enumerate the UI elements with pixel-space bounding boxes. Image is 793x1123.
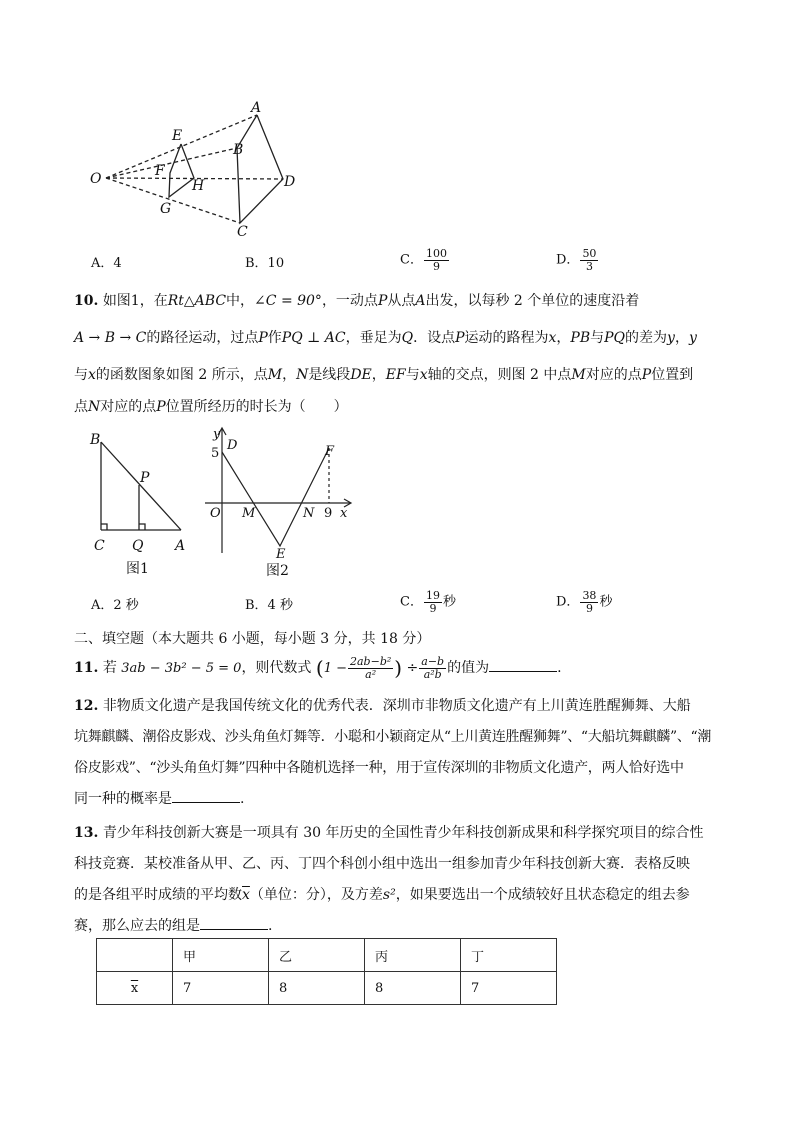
label-D: D bbox=[284, 174, 296, 190]
q11-text: 若 bbox=[102, 660, 117, 677]
q9-option-d-prefix: D． bbox=[556, 252, 580, 268]
q11-paren: ) bbox=[394, 656, 403, 681]
q10-line-2 bbox=[74, 327, 697, 347]
q11-equation: 3ab − 3b² − 5 = 0 bbox=[121, 661, 242, 677]
q13-answer-blank[interactable] bbox=[200, 917, 268, 930]
q13-text: 的是各组平时成绩的平均数 bbox=[74, 887, 242, 903]
q13-text: . bbox=[268, 918, 273, 934]
q10-math: x bbox=[419, 367, 428, 383]
q11-f2-den: a²b bbox=[423, 667, 442, 681]
q10-text: 位置所经历的时长为（ ） bbox=[165, 399, 348, 415]
q10-d-num: 38 bbox=[582, 589, 597, 602]
q10-math: P bbox=[156, 399, 166, 415]
q13-text: 青少年科技创新大赛是一项具有 30 年历史的全国性青少年科技创新成果和科学探究项目的综合性 bbox=[102, 825, 704, 841]
q10-text: 从点 bbox=[387, 293, 416, 309]
fig2-label-x: x bbox=[340, 506, 348, 521]
q11-f1-den: a² bbox=[365, 667, 377, 681]
q10-option-c-fraction bbox=[424, 590, 442, 614]
q10-d-den: 9 bbox=[585, 601, 593, 615]
q9-c-den: 9 bbox=[432, 259, 440, 273]
label-A: A bbox=[251, 100, 262, 116]
q10-math: Rt△ABC bbox=[167, 293, 227, 309]
q10-math: Q bbox=[401, 330, 414, 346]
q11-math: 1 − bbox=[323, 661, 347, 677]
q10-math: PQ ⊥ AC bbox=[281, 330, 346, 346]
q13-line-1 bbox=[74, 822, 704, 842]
q13-line-2: 科技竞赛．某校准备从甲、乙、丙、丁四个科创小组中选出一组参加青少年科技创新大赛．表格反映 bbox=[74, 856, 690, 872]
q10-math: PB bbox=[570, 330, 591, 346]
q10-option-c-suffix: 秒 bbox=[442, 594, 456, 610]
q11-paren: ( bbox=[315, 656, 324, 681]
table-cell: 8 bbox=[269, 972, 365, 1005]
label-F: F bbox=[155, 163, 165, 179]
q10-math: x bbox=[88, 367, 96, 383]
fig2-label-N: N bbox=[303, 506, 315, 521]
section-2-title: 二、填空题（本大题共 6 小题，每小题 3 分，共 18 分） bbox=[74, 631, 431, 647]
q10-text: 作 bbox=[267, 330, 282, 346]
q9-option-a: A．4 bbox=[91, 256, 122, 271]
q10-option-d-suffix: 秒 bbox=[599, 594, 613, 610]
q10-math: DE bbox=[350, 367, 372, 383]
q10-text: 与 bbox=[590, 330, 605, 346]
q10-math: EF bbox=[385, 367, 406, 383]
label-E: E bbox=[172, 128, 183, 144]
q10-figure-2 bbox=[200, 425, 360, 580]
q10-option-c bbox=[400, 590, 456, 614]
q11-line bbox=[74, 656, 562, 680]
q12-line-3: 俗皮影戏”、“沙头角鱼灯舞”四种中各随机选择一种，用于宣传深圳的非物质文化遗产，两人恰好选中 bbox=[74, 760, 684, 776]
q10-c-num: 19 bbox=[425, 589, 440, 602]
q9-figure bbox=[80, 95, 310, 245]
q10-math: N bbox=[88, 399, 101, 415]
label-C: C bbox=[237, 224, 248, 240]
q10-option-c-prefix: C． bbox=[400, 594, 423, 610]
q11-text: . bbox=[557, 660, 562, 677]
q10-math: N bbox=[296, 367, 309, 383]
q10-text: ．设点 bbox=[413, 330, 456, 346]
q10-text: ，一动点 bbox=[321, 293, 378, 309]
q10-text: 中， bbox=[226, 293, 255, 309]
table-header-cell: 丙 bbox=[365, 939, 461, 972]
q11-math: ÷ bbox=[406, 660, 419, 677]
q10-math: x bbox=[548, 330, 557, 346]
q10-text: ， bbox=[674, 330, 689, 346]
fig2-tick-5: 5 bbox=[211, 446, 220, 461]
table-header-cell: 乙 bbox=[269, 939, 365, 972]
fig2-label-O: O bbox=[210, 506, 221, 521]
label-H: H bbox=[192, 178, 205, 194]
q12-answer-blank[interactable] bbox=[172, 790, 240, 803]
q10-text: ， bbox=[282, 367, 297, 383]
fig2-label-F: F bbox=[325, 444, 335, 459]
q9-option-d bbox=[556, 248, 599, 272]
table-row bbox=[97, 972, 557, 1005]
q11-number: 11. bbox=[74, 660, 99, 677]
fig2-label-D: D bbox=[227, 438, 238, 453]
q10-option-d-prefix: D． bbox=[556, 594, 580, 610]
q11-text: 的值为 bbox=[447, 660, 490, 677]
q13-mean-symbol: $\overline{x}$ bbox=[242, 887, 250, 903]
q9-c-num: 100 bbox=[425, 247, 447, 260]
fig1-label-A: A bbox=[175, 538, 186, 554]
q10-math: M bbox=[267, 367, 283, 383]
q10-text: 位置到 bbox=[651, 367, 694, 383]
q9-option-c-prefix: C． bbox=[400, 252, 423, 268]
q10-text: 点 bbox=[74, 399, 88, 415]
q10-text: 的差为 bbox=[625, 330, 668, 346]
q11-f2-num: a−b bbox=[421, 655, 445, 668]
q13-line-3 bbox=[74, 884, 690, 904]
q10-option-a: A．2 秒 bbox=[91, 598, 139, 613]
mean-symbol: $\overline{x}$ bbox=[130, 980, 139, 996]
q10-math: P bbox=[258, 330, 268, 346]
q13-text: 赛，那么应去的组是 bbox=[74, 918, 200, 934]
q13-line-4 bbox=[74, 915, 272, 935]
q10-math: P bbox=[455, 330, 465, 346]
q9-d-den: 3 bbox=[585, 259, 593, 273]
q10-line-1 bbox=[74, 290, 639, 310]
label-B: B bbox=[233, 142, 244, 158]
fig2-label-M: M bbox=[242, 506, 256, 521]
q11-text: ，则代数式 bbox=[241, 660, 312, 677]
q10-text: 的函数图象如图 2 所示，点 bbox=[95, 367, 268, 383]
q10-text: 对应的点 bbox=[100, 399, 157, 415]
q10-math: y bbox=[667, 330, 675, 346]
q12-text: . bbox=[240, 791, 245, 807]
q10-text: 是线段 bbox=[308, 367, 351, 383]
fig1-label-C: C bbox=[94, 538, 105, 554]
q13-text: （单位：分），及方差 bbox=[249, 887, 383, 903]
q10-text: 如图1，在 bbox=[102, 293, 168, 309]
fig1-caption: 图1 bbox=[126, 561, 149, 577]
q10-math: PQ bbox=[604, 330, 626, 346]
score-table bbox=[96, 938, 557, 1005]
q10-text: 与 bbox=[74, 367, 88, 383]
q12-text: 非物质文化遗产是我国传统文化的优秀代表．深圳市非物质文化遗产有上川黄连胜醒狮舞、大船 bbox=[102, 698, 691, 714]
q9-option-b: B．10 bbox=[245, 256, 285, 271]
q10-option-d bbox=[556, 590, 612, 614]
q9-option-c bbox=[400, 248, 450, 272]
q10-math: P bbox=[377, 293, 388, 309]
label-O: O bbox=[90, 171, 102, 187]
q12-line-1 bbox=[74, 695, 691, 715]
fig2-label-y: y bbox=[213, 427, 221, 442]
q10-text: 的路径运动，过点 bbox=[146, 330, 259, 346]
q10-text: 与 bbox=[405, 367, 420, 383]
table-row-label bbox=[97, 972, 173, 1005]
q13-variance-symbol: s² bbox=[382, 887, 396, 903]
q10-math: A → B → C bbox=[74, 330, 147, 346]
label-G: G bbox=[160, 201, 172, 217]
q10-text: ， bbox=[556, 330, 571, 346]
q11-fraction-1 bbox=[348, 656, 393, 680]
q13-number: 13. bbox=[74, 825, 99, 841]
fig2-tick-9: 9 bbox=[324, 506, 333, 521]
q10-math: M bbox=[571, 367, 586, 383]
q10-text: 轴的交点，则图 2 中点 bbox=[427, 367, 572, 383]
q10-c-den: 9 bbox=[429, 601, 437, 615]
q10-line-3 bbox=[74, 364, 693, 384]
fig1-label-B: B bbox=[90, 432, 101, 448]
q10-math: P bbox=[641, 367, 652, 383]
q10-text: ， bbox=[371, 367, 386, 383]
q9-d-num: 50 bbox=[582, 247, 597, 260]
q10-math: ∠C = 90° bbox=[254, 293, 322, 309]
table-header-row bbox=[97, 939, 557, 972]
q11-answer-blank[interactable] bbox=[489, 659, 557, 672]
q10-text: ，垂足为 bbox=[345, 330, 402, 346]
table-cell: 8 bbox=[365, 972, 461, 1005]
q10-figure-1 bbox=[88, 430, 198, 580]
table-header-cell bbox=[97, 939, 173, 972]
fig2-label-E: E bbox=[276, 547, 286, 562]
table-header-cell: 甲 bbox=[173, 939, 269, 972]
q10-option-d-fraction bbox=[580, 590, 598, 614]
q12-text: 同一种的概率是 bbox=[74, 791, 172, 807]
table-cell: 7 bbox=[461, 972, 557, 1005]
fig2-caption: 图2 bbox=[266, 563, 289, 579]
q10-text: 出发，以每秒 2 个单位的速度沿着 bbox=[425, 293, 640, 309]
q9-option-d-fraction bbox=[580, 248, 598, 272]
q9-option-c-fraction bbox=[424, 248, 449, 272]
q11-f1-num: 2ab−b² bbox=[350, 655, 392, 668]
table-cell: 7 bbox=[173, 972, 269, 1005]
q12-line-2: 坑舞麒麟、潮俗皮影戏、沙头角鱼灯舞等．小聪和小颖商定从“上川黄连胜醒狮舞”、“大船坑舞麒麟”、“潮 bbox=[74, 729, 712, 745]
q10-math: y bbox=[688, 330, 697, 346]
q10-option-b: B．4 秒 bbox=[245, 598, 293, 613]
q10-math: A bbox=[415, 293, 426, 309]
table-header-cell: 丁 bbox=[461, 939, 557, 972]
q10-line-4 bbox=[74, 396, 348, 416]
q12-number: 12. bbox=[74, 698, 99, 714]
q12-line-4 bbox=[74, 788, 244, 808]
fig1-label-P: P bbox=[140, 470, 150, 486]
q10-text: 运动的路程为 bbox=[464, 330, 549, 346]
q10-text: 对应的点 bbox=[585, 367, 642, 383]
q11-fraction-2 bbox=[419, 656, 446, 680]
fig1-label-Q: Q bbox=[132, 538, 144, 554]
q13-text: ，如果要选出一个成绩较好且状态稳定的组去参 bbox=[395, 887, 690, 903]
q10-number: 10. bbox=[74, 293, 99, 309]
